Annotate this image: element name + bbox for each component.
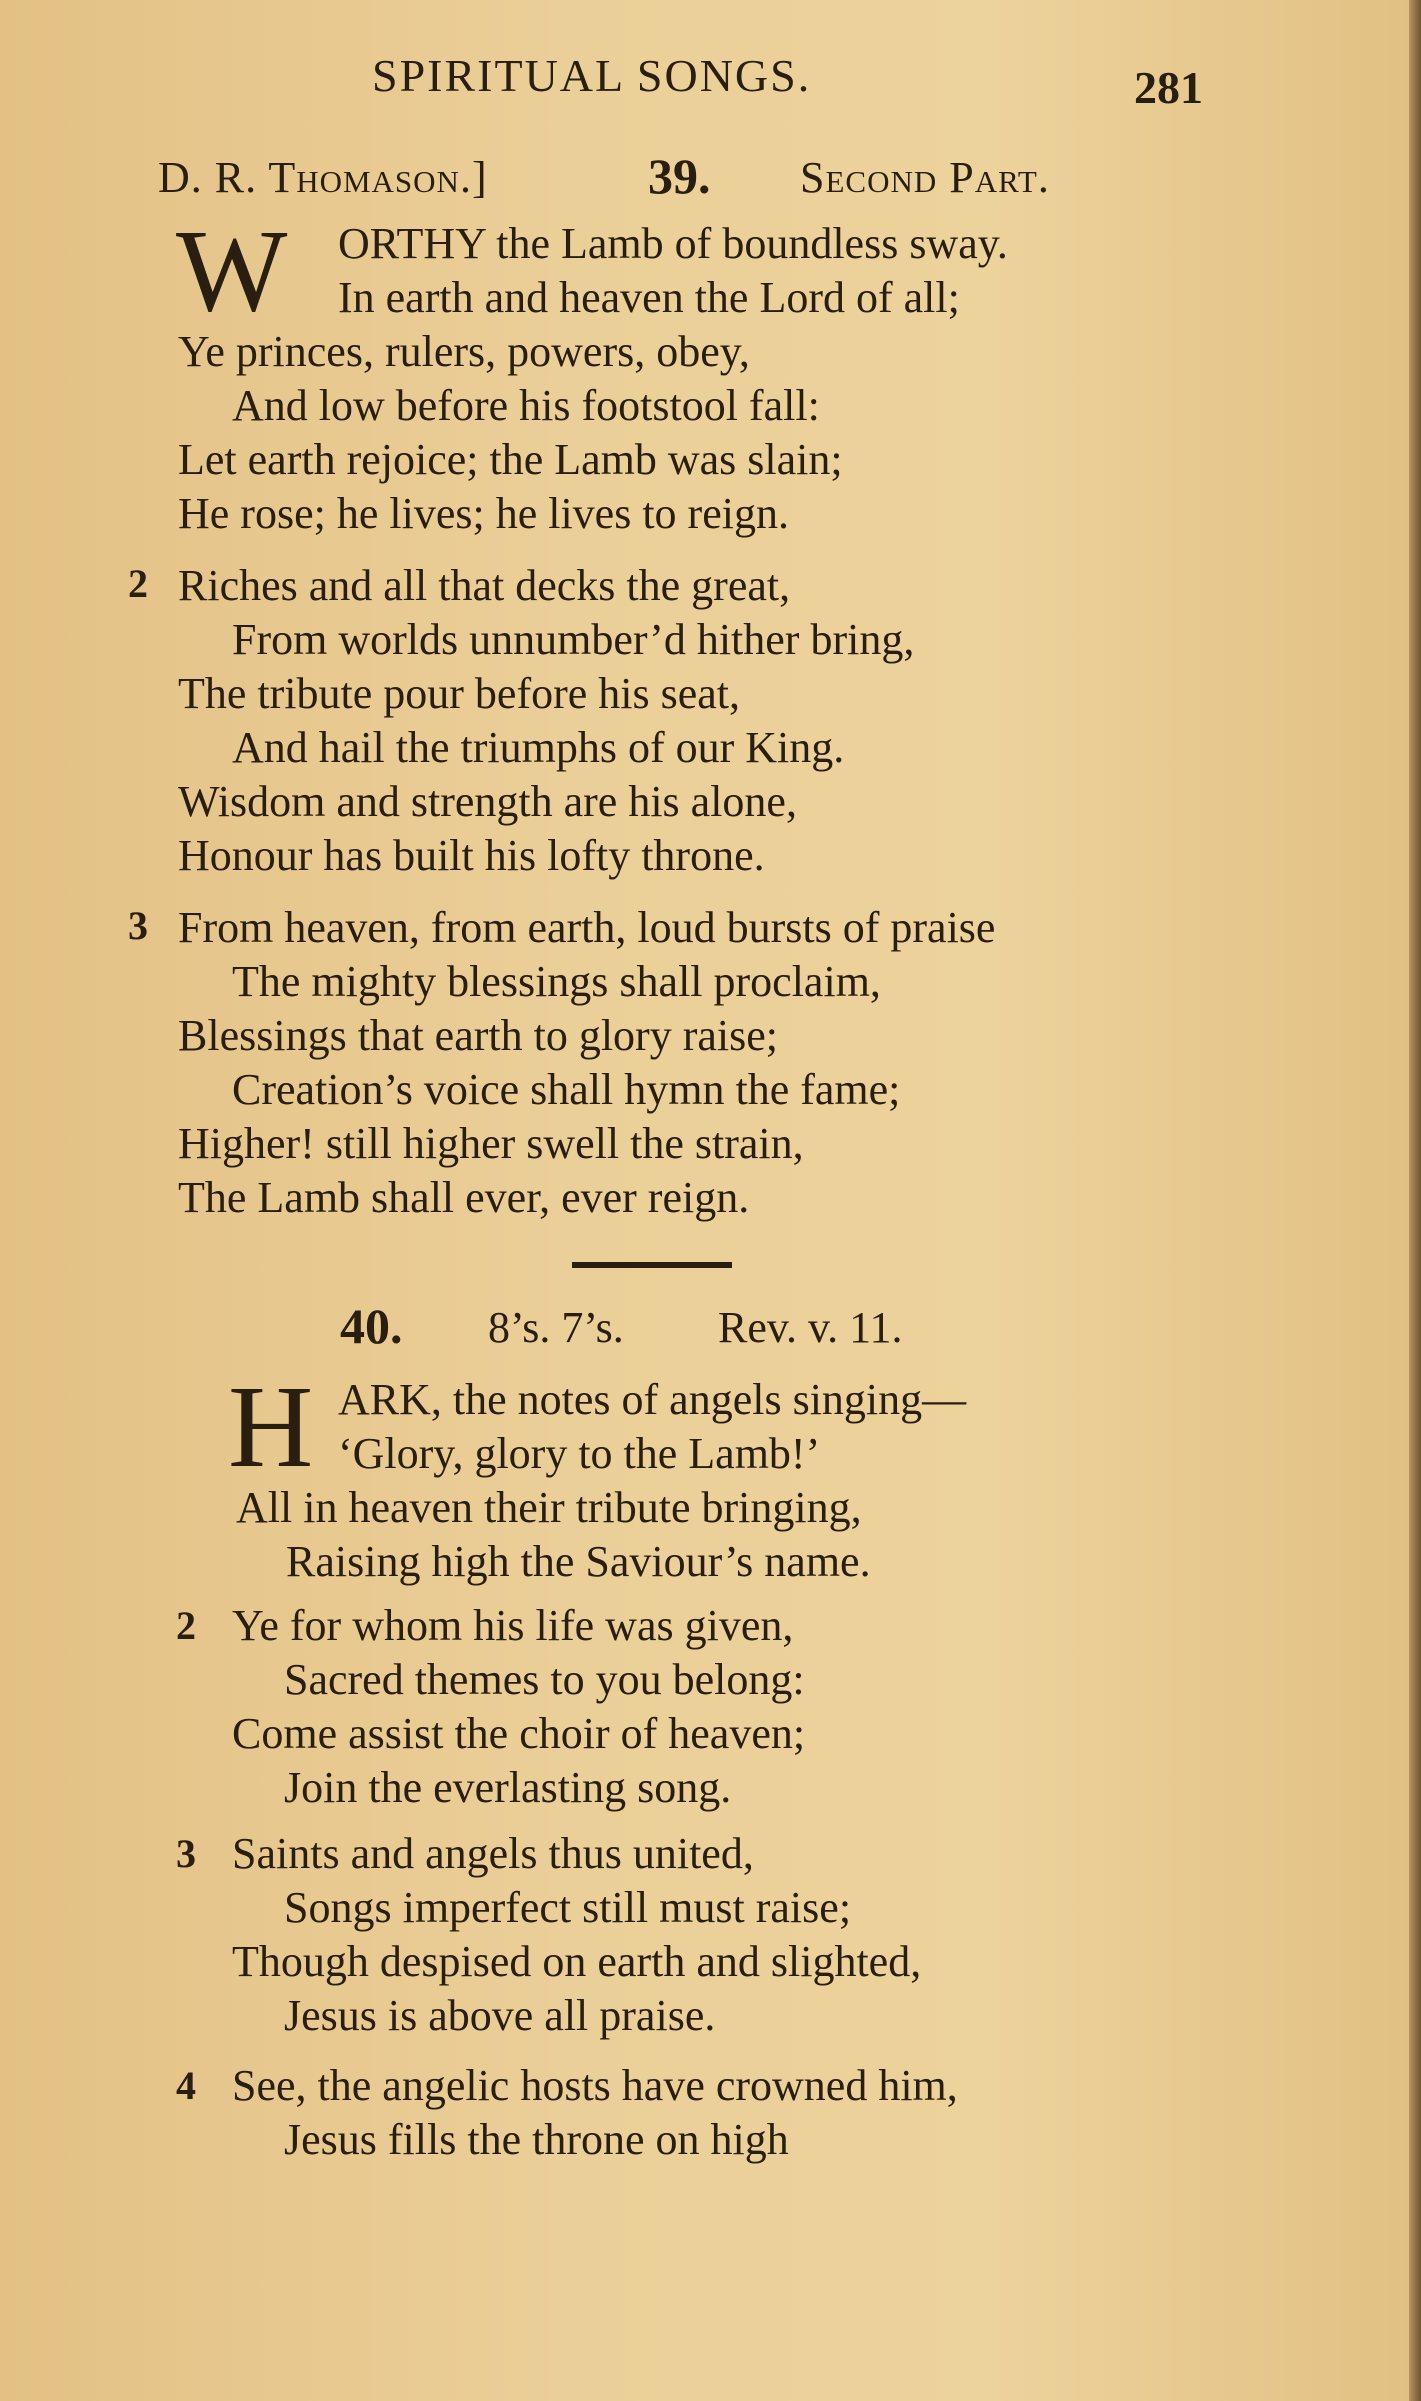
hymn-39-v1-line-3: Ye princes, rulers, powers, obey, bbox=[178, 327, 750, 376]
hymn-40-v4-line-2: Jesus fills the throne on high bbox=[284, 2115, 789, 2164]
hymn-40-reference: Rev. v. 11. bbox=[718, 1303, 903, 1352]
hymn-39-part: Second Part. bbox=[800, 153, 1050, 202]
running-title: SPIRITUAL SONGS. bbox=[372, 50, 812, 101]
hymn-39-v3-line-6: The Lamb shall ever, ever reign. bbox=[178, 1173, 750, 1222]
hymn-40-v3-line-4: Jesus is above all praise. bbox=[284, 1991, 716, 2040]
hymn-39-v3-line-5: Higher! still higher swell the strain, bbox=[178, 1119, 804, 1168]
hymn-39-v1-line-2: In earth and heaven the Lord of all; bbox=[338, 273, 960, 322]
hymn-40-v2-line-1: Ye for whom his life was given, bbox=[232, 1601, 794, 1650]
hymn-39-v1-line-1: ORTHY the Lamb of boundless sway. bbox=[338, 219, 1008, 268]
hymn-40-v2-line-3: Come assist the choir of heaven; bbox=[232, 1709, 806, 1758]
hymn-39-v2-line-3: The tribute pour before his seat, bbox=[178, 669, 741, 718]
hymn-39-verse-3-number: 3 bbox=[128, 903, 148, 948]
hymn-40-drop-cap: H bbox=[228, 1361, 314, 1492]
hymn-39-v2-line-5: Wisdom and strength are his alone, bbox=[178, 777, 797, 826]
hymn-39-v2-line-6: Honour has built his lofty throne. bbox=[178, 831, 765, 880]
hymn-40-verse-4-number: 4 bbox=[176, 2063, 196, 2108]
hymn-40-meter: 8’s. 7’s. bbox=[488, 1303, 624, 1352]
hymn-39-v2-line-2: From worlds unnumber’d hither bring, bbox=[232, 615, 915, 664]
hymn-40-v1-line-3: All in heaven their tribute bringing, bbox=[236, 1483, 862, 1532]
hymn-40-v1-line-2: ‘Glory, glory to the Lamb!’ bbox=[338, 1429, 821, 1478]
hymn-40-v4-line-1: See, the angelic hosts have crowned him, bbox=[232, 2061, 958, 2110]
hymn-39-v3-line-4: Creation’s voice shall hymn the fame; bbox=[232, 1065, 901, 1114]
hymn-39-v3-line-3: Blessings that earth to glory raise; bbox=[178, 1011, 778, 1060]
page-number: 281 bbox=[1134, 62, 1203, 113]
hymn-39-v3-line-1: From heaven, from earth, loud bursts of praise bbox=[178, 903, 996, 952]
hymn-40-verse-2-number: 2 bbox=[176, 1603, 196, 1648]
page-edge bbox=[1409, 0, 1421, 2401]
hymn-39-number: 39. bbox=[648, 148, 711, 204]
hymn-39-v1-line-5: Let earth rejoice; the Lamb was slain; bbox=[178, 435, 843, 484]
hymn-40-v3-line-1: Saints and angels thus united, bbox=[232, 1829, 754, 1878]
hymn-40-v2-line-4: Join the everlasting song. bbox=[284, 1763, 732, 1812]
hymn-39-author: D. R. Thomason.] bbox=[158, 153, 488, 202]
hymn-40-v3-line-3: Though despised on earth and slighted, bbox=[232, 1937, 922, 1986]
hymn-40-v2-line-2: Sacred themes to you belong: bbox=[284, 1655, 805, 1704]
hymn-39-v2-line-1: Riches and all that decks the great, bbox=[178, 561, 791, 610]
hymn-40-verse-3-number: 3 bbox=[176, 1831, 196, 1876]
hymn-39-v1-line-4: And low before his footstool fall: bbox=[232, 381, 820, 430]
hymn-40-v1-line-1: ARK, the notes of angels singing— bbox=[338, 1375, 967, 1424]
hymn-40-v1-line-4: Raising high the Saviour’s name. bbox=[286, 1537, 871, 1586]
hymn-39-v3-line-2: The mighty blessings shall proclaim, bbox=[232, 957, 881, 1006]
hymn-39-v2-line-4: And hail the triumphs of our King. bbox=[232, 723, 845, 772]
hymn-40-v3-line-2: Songs imperfect still must raise; bbox=[284, 1883, 852, 1932]
hymn-39-v1-line-6: He rose; he lives; he lives to reign. bbox=[178, 489, 789, 538]
section-divider bbox=[572, 1262, 732, 1268]
hymn-39-verse-2-number: 2 bbox=[128, 561, 148, 606]
hymn-39-drop-cap: W bbox=[176, 205, 288, 336]
hymn-40-number: 40. bbox=[340, 1298, 403, 1354]
